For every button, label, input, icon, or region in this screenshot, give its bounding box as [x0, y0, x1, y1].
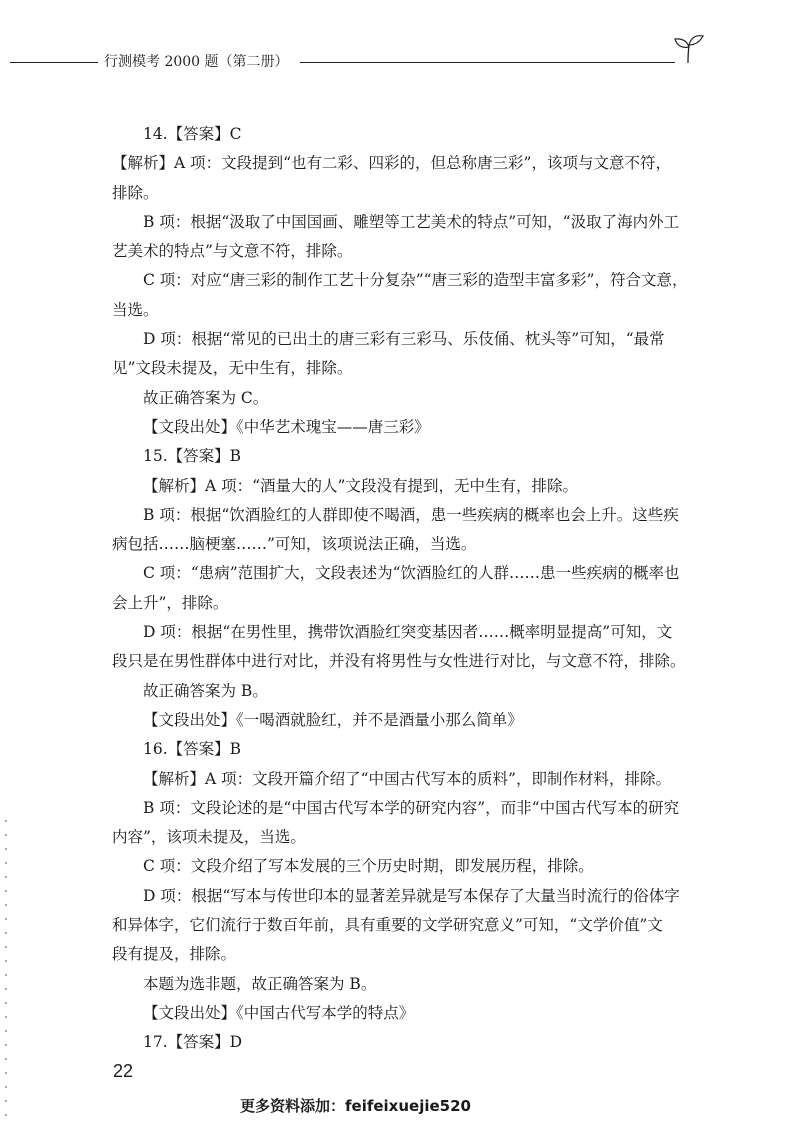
page-number: 22	[113, 1061, 134, 1081]
binding-margin-marks	[5, 820, 7, 1120]
text-line: D 项：根据“在男性里，携带饮酒脸红突变基因者……概率明显提高”可知，文	[143, 623, 673, 642]
text-line: C 项：“患病”范围扩大，文段表述为“饮酒脸红的人群……患一些疾病的概率也	[143, 564, 680, 583]
text-line: 【解析】A 项：文段提到“也有二彩、四彩的，但总称唐三彩”，该项与文意不符，	[112, 154, 671, 173]
text-line: B 项：文段论述的是“中国古代写本学的研究内容”，而非“中国古代写本的研究	[143, 798, 680, 817]
text-line: 14.【答案】C	[143, 125, 242, 143]
sprout-leaf-icon	[672, 33, 708, 67]
text-line: 和异体字，它们流行于数百年前，具有重要的文学研究意义”可知，“文学价值”文	[112, 916, 663, 935]
text-line: 【解析】A 项：“酒量大的人”文段没有提到，无中生有，排除。	[143, 476, 578, 495]
text-line: D 项：根据“常见的已出土的唐三彩有三彩马、乐伎俑、枕头等”可知，“最常	[143, 330, 665, 349]
text-line: 本题为选非题，故正确答案为 B。	[143, 974, 377, 993]
text-line: 【文段出处】《一喝酒就脸红，并不是酒量小那么简单》	[143, 710, 523, 729]
text-line: B 项：根据“汲取了中国国画、雕塑等工艺美术的特点”可知，“汲取了海内外工	[143, 212, 680, 231]
text-line: 见”文段未提及，无中生有，排除。	[112, 359, 353, 378]
text-line: 16.【答案】B	[143, 740, 242, 759]
text-line: 艺美术的特点”与文意不符，排除。	[112, 242, 353, 261]
text-line: 病包括……脑梗塞……”可知，该项说法正确，当选。	[112, 535, 477, 554]
text-line: 会上升”，排除。	[112, 593, 229, 612]
text-line: D 项：根据“写本与传世印本的显著差异就是写本保存了大量当时流行的俗体字	[143, 886, 680, 905]
footer-note: 更多资料添加：feifeixuejie520	[240, 1097, 471, 1115]
text-line: 内容”，该项未提及，当选。	[112, 828, 306, 847]
text-line: C 项：文段介绍了写本发展的三个历史时期，即发展历程，排除。	[143, 857, 594, 876]
header-rule-right	[300, 62, 675, 63]
text-line: 15.【答案】B	[143, 447, 242, 466]
text-line: C 项：对应“唐三彩的制作工艺十分复杂”“唐三彩的造型丰富多彩”，符合文意，	[143, 271, 688, 290]
text-line: B 项：根据“饮酒脸红的人群即使不喝酒，患一些疾病的概率也会上升。这些疾	[143, 505, 679, 524]
text-line: 17.【答案】D	[143, 1033, 243, 1052]
text-line: 当选。	[112, 300, 159, 319]
text-line: 段有提及，排除。	[112, 945, 237, 964]
text-line: 【文段出处】《中华艺术瑰宝——唐三彩》	[143, 417, 430, 436]
text-line: 【解析】A 项：文段开篇介绍了“中国古代写本的质料”，即制作材料，排除。	[143, 769, 671, 788]
text-line: 段只是在男性群体中进行对比，并没有将男性与女性进行对比，与文意不符，排除。	[112, 652, 686, 671]
text-line: 故正确答案为 B。	[143, 681, 268, 700]
running-header-title: 行测模考 2000 题（第二册）	[104, 54, 289, 70]
text-line: 故正确答案为 C。	[143, 388, 269, 407]
answer-explanations	[112, 120, 708, 1058]
text-line: 排除。	[112, 183, 159, 202]
text-line: 【文段出处】《中国古代写本学的特点》	[143, 1003, 415, 1022]
header-rule-left	[10, 62, 98, 63]
